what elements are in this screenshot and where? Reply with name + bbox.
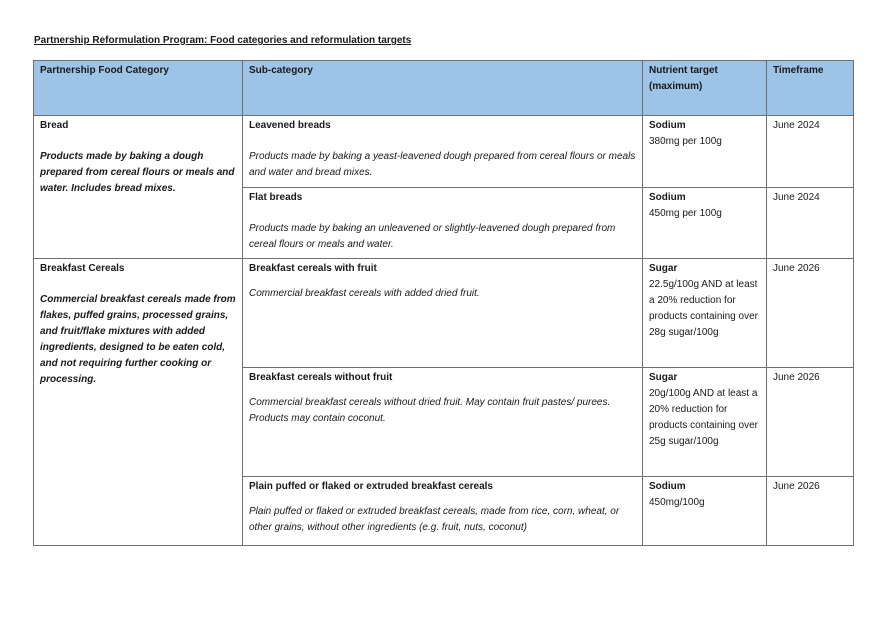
category-name: Bread	[40, 120, 69, 131]
nutrient-name: Sugar	[649, 263, 678, 274]
header-nutrient-target: Nutrient target (maximum)	[643, 61, 767, 116]
table-row	[34, 116, 854, 188]
timeframe-cell: June 2026	[767, 259, 854, 368]
table-header-row	[34, 61, 854, 116]
nutrient-target-value: 450mg/100g	[649, 497, 705, 508]
nutrient-target-cell	[643, 368, 767, 477]
subcategory-description: Commercial breakfast cereals without dried fruit. May contain fruit pastes/ purees. Products may contain coconut.	[249, 397, 611, 424]
subcategory-description: Commercial breakfast cereals with added dried fruit.	[249, 288, 480, 299]
header-subcategory: Sub-category	[243, 61, 643, 116]
subcategory-description: Products made by baking a yeast-leavened dough prepared from cereal flours or meals and water and bread mixes.	[249, 151, 636, 178]
nutrient-target-value: 22.5g/100g AND at least a 20% reduction for products containing over 28g sugar/100g	[649, 279, 758, 338]
subcategory-description: Products made by baking an unleavened or slightly-leavened dough prepared from cereal flours or meals and water.	[249, 223, 616, 250]
nutrient-target-value: 450mg per 100g	[649, 208, 722, 219]
header-category: Partnership Food Category	[34, 61, 243, 116]
timeframe-cell: June 2024	[767, 116, 854, 188]
subcategory-name: Plain puffed or flaked or extruded breakfast cereals	[249, 481, 493, 492]
nutrient-target-cell	[643, 116, 767, 188]
nutrient-target-cell	[643, 188, 767, 259]
category-cell-breakfast-cereals	[34, 259, 243, 546]
subcategory-description: Plain puffed or flaked or extruded breakfast cereals, made from rice, corn, wheat, or other grains, without other ingredients (e.g. fruit, nuts, coconut)	[249, 506, 620, 533]
timeframe-cell: June 2026	[767, 477, 854, 546]
category-cell-bread	[34, 116, 243, 259]
subcategory-name: Flat breads	[249, 192, 303, 203]
nutrient-target-value: 380mg per 100g	[649, 136, 722, 147]
table-row	[34, 259, 854, 368]
category-description: Commercial breakfast cereals made from flakes, puffed grains, processed grains, and fruit/flake mixtures with added ingredients, designed to be eaten cold, and not requiring further cooking or processing.	[40, 294, 236, 385]
subcategory-cell	[243, 259, 643, 368]
nutrient-target-cell	[643, 477, 767, 546]
category-description: Products made by baking a dough prepared from cereal flours or meals and water. Includes bread mixes.	[40, 151, 235, 194]
nutrient-name: Sodium	[649, 192, 686, 203]
subcategory-cell	[243, 188, 643, 259]
subcategory-name: Leavened breads	[249, 120, 331, 131]
nutrient-name: Sodium	[649, 481, 686, 492]
timeframe-cell: June 2024	[767, 188, 854, 259]
nutrient-name: Sodium	[649, 120, 686, 131]
subcategory-name: Breakfast cereals without fruit	[249, 372, 393, 383]
category-name: Breakfast Cereals	[40, 263, 125, 274]
subcategory-name: Breakfast cereals with fruit	[249, 263, 377, 274]
nutrient-name: Sugar	[649, 372, 678, 383]
nutrient-target-value: 20g/100g AND at least a 20% reduction for products containing over 25g sugar/100g	[649, 388, 758, 447]
nutrient-target-cell	[643, 259, 767, 368]
subcategory-cell	[243, 368, 643, 477]
timeframe-cell: June 2026	[767, 368, 854, 477]
subcategory-cell	[243, 116, 643, 188]
document-title: Partnership Reformulation Program: Food categories and reformulation targets	[34, 35, 412, 46]
reformulation-targets-table	[33, 60, 854, 546]
header-timeframe: Timeframe	[767, 61, 854, 116]
subcategory-cell	[243, 477, 643, 546]
